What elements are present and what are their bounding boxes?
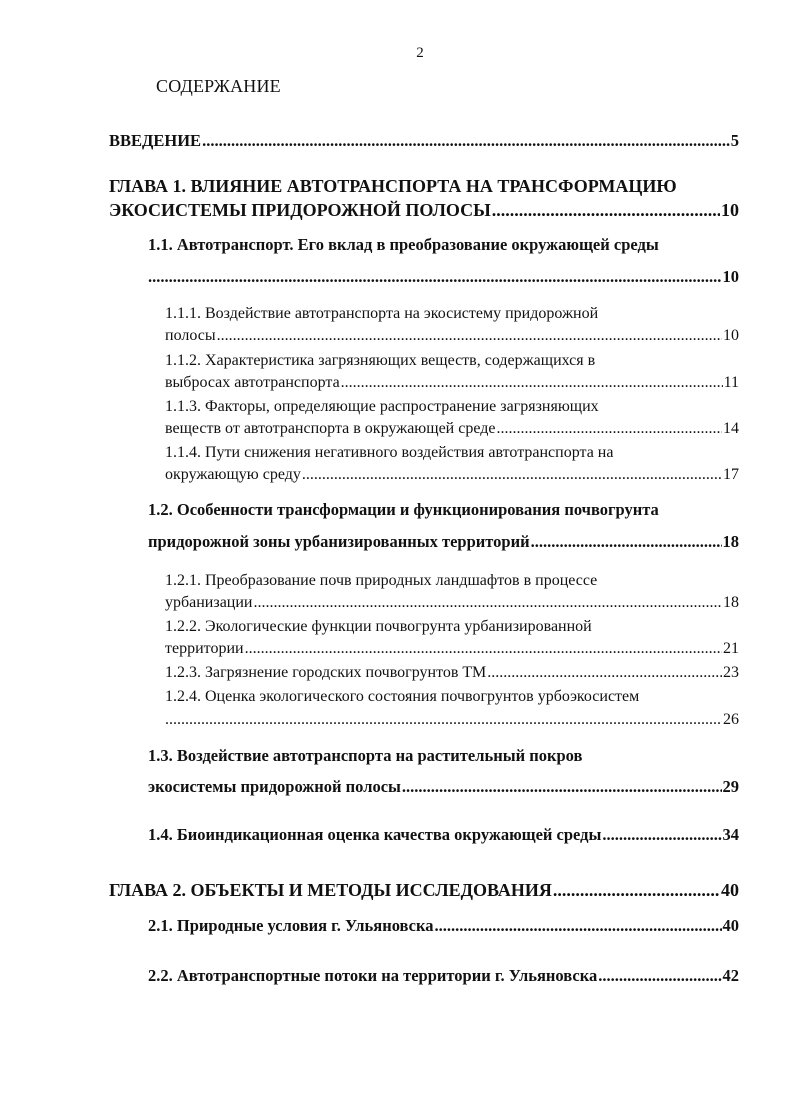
leader-dots [492, 199, 720, 221]
toc-entry-1-1-4-line1: 1.1.4. Пути снижения негативного воздействия автотранспорта на [165, 444, 614, 461]
toc-page: 14 [723, 420, 739, 437]
toc-entry-1-1-2 [165, 372, 739, 394]
toc-entry-1-2-1-line1: 1.2.1. Преобразование почв природных ландшафтов в процессе [165, 572, 598, 589]
leader-dots [531, 531, 722, 553]
toc-entry-1-1-2-line1: 1.1.2. Характеристика загрязняющих веществ, содержащихся в [165, 352, 596, 369]
leader-dots [148, 266, 722, 288]
toc-title: выбросах автотранспорта [165, 374, 340, 391]
toc-entry-1-2-3 [165, 662, 739, 684]
toc-title: территории [165, 640, 244, 657]
toc-page: 21 [723, 640, 739, 657]
toc-page: 17 [723, 466, 739, 483]
toc-entry-1-4 [148, 824, 739, 846]
toc-page: 10 [722, 267, 739, 286]
leader-dots [553, 879, 720, 901]
toc-entry-1-1-3-line1: 1.1.3. Факторы, определяющие распространение загрязняющих [165, 398, 599, 415]
toc-entry-1-1-4 [165, 464, 739, 486]
toc-page: 26 [723, 711, 739, 728]
toc-page: 10 [723, 327, 739, 344]
toc-page: 34 [722, 825, 739, 844]
toc-page: 29 [722, 777, 739, 796]
toc-page: 18 [722, 532, 739, 551]
toc-entry-1-2-4-title: 1.2.4. Оценка экологического состояния почвогрунтов урбоэкосистем [165, 688, 640, 705]
toc-title: 2.1. Природные условия г. Ульяновска [148, 916, 434, 935]
leader-dots [435, 915, 722, 937]
toc-title: экосистемы придорожной полосы [148, 777, 401, 796]
toc-entry-1-1 [148, 266, 739, 288]
toc-entry-2-1 [148, 915, 739, 937]
toc-entry-ch1 [109, 199, 739, 221]
toc-entry-1-2-2-line1: 1.2.2. Экологические функции почвогрунта урбанизированной [165, 618, 592, 635]
leader-dots [302, 464, 722, 486]
toc-entry-intro [109, 130, 739, 152]
leader-dots [402, 776, 722, 798]
leader-dots [598, 965, 721, 987]
toc-entry-2-2 [148, 965, 739, 987]
toc-entry-1-3 [148, 776, 739, 798]
toc-entry-1-1-3 [165, 418, 739, 440]
leader-dots [245, 638, 722, 660]
toc-title: ВВЕДЕНИЕ [109, 131, 202, 150]
leader-dots [341, 372, 723, 394]
toc-page: 18 [723, 594, 739, 611]
toc-entry-ch2 [109, 879, 739, 901]
leader-dots [217, 325, 722, 347]
toc-entry-1-2-2 [165, 638, 739, 660]
leader-dots [253, 592, 722, 614]
leader-dots [602, 824, 721, 846]
toc-entry-1-2-line1: 1.2. Особенности трансформации и функционирования почвогрунта [148, 500, 659, 519]
toc-title: полосы [165, 327, 216, 344]
toc-title: 1.2.3. Загрязнение городских почвогрунтов ТМ [165, 664, 487, 681]
toc-entry-1-1-title: 1.1. Автотранспорт. Его вклад в преобразование окружающей среды [148, 235, 659, 254]
toc-heading: СОДЕРЖАНИЕ [156, 76, 281, 96]
leader-dots [165, 709, 722, 731]
toc-page: 42 [722, 966, 739, 985]
toc-entry-1-1-1-line1: 1.1.1. Воздействие автотранспорта на экосистему придорожной [165, 305, 599, 322]
page-number: 2 [416, 45, 424, 61]
toc-page: 40 [722, 916, 739, 935]
toc-title: веществ от автотранспорта в окружающей среде [165, 420, 496, 437]
toc-entry-1-3-line1: 1.3. Воздействие автотранспорта на растительный покров [148, 746, 583, 765]
toc-title: ЭКОСИСТЕМЫ ПРИДОРОЖНОЙ ПОЛОСЫ [109, 200, 491, 220]
toc-title: ГЛАВА 2. ОБЪЕКТЫ И МЕТОДЫ ИССЛЕДОВАНИЯ [109, 880, 552, 900]
toc-title: придорожной зоны урбанизированных территорий [148, 532, 530, 551]
toc-entry-1-2 [148, 531, 739, 553]
toc-page: 11 [723, 374, 739, 391]
toc-entry-1-2-1 [165, 592, 739, 614]
toc-title: урбанизации [165, 594, 253, 611]
toc-entry-ch1-line1: ГЛАВА 1. ВЛИЯНИЕ АВТОТРАНСПОРТА НА ТРАНСФОРМАЦИЮ [109, 176, 677, 196]
leader-dots [487, 662, 722, 684]
toc-entry-1-2-4 [165, 709, 739, 731]
toc-page: 40 [721, 880, 739, 900]
toc-title: 1.4. Биоиндикационная оценка качества окружающей среды [148, 825, 602, 844]
toc-entry-1-1-1 [165, 325, 739, 347]
toc-page: 23 [723, 664, 739, 681]
toc-title: окружающую среду [165, 466, 301, 483]
toc-page: 10 [721, 200, 739, 220]
toc-title: 2.2. Автотранспортные потоки на территории г. Ульяновска [148, 966, 598, 985]
toc-page: 5 [730, 131, 739, 150]
leader-dots [496, 418, 722, 440]
leader-dots [202, 130, 730, 152]
